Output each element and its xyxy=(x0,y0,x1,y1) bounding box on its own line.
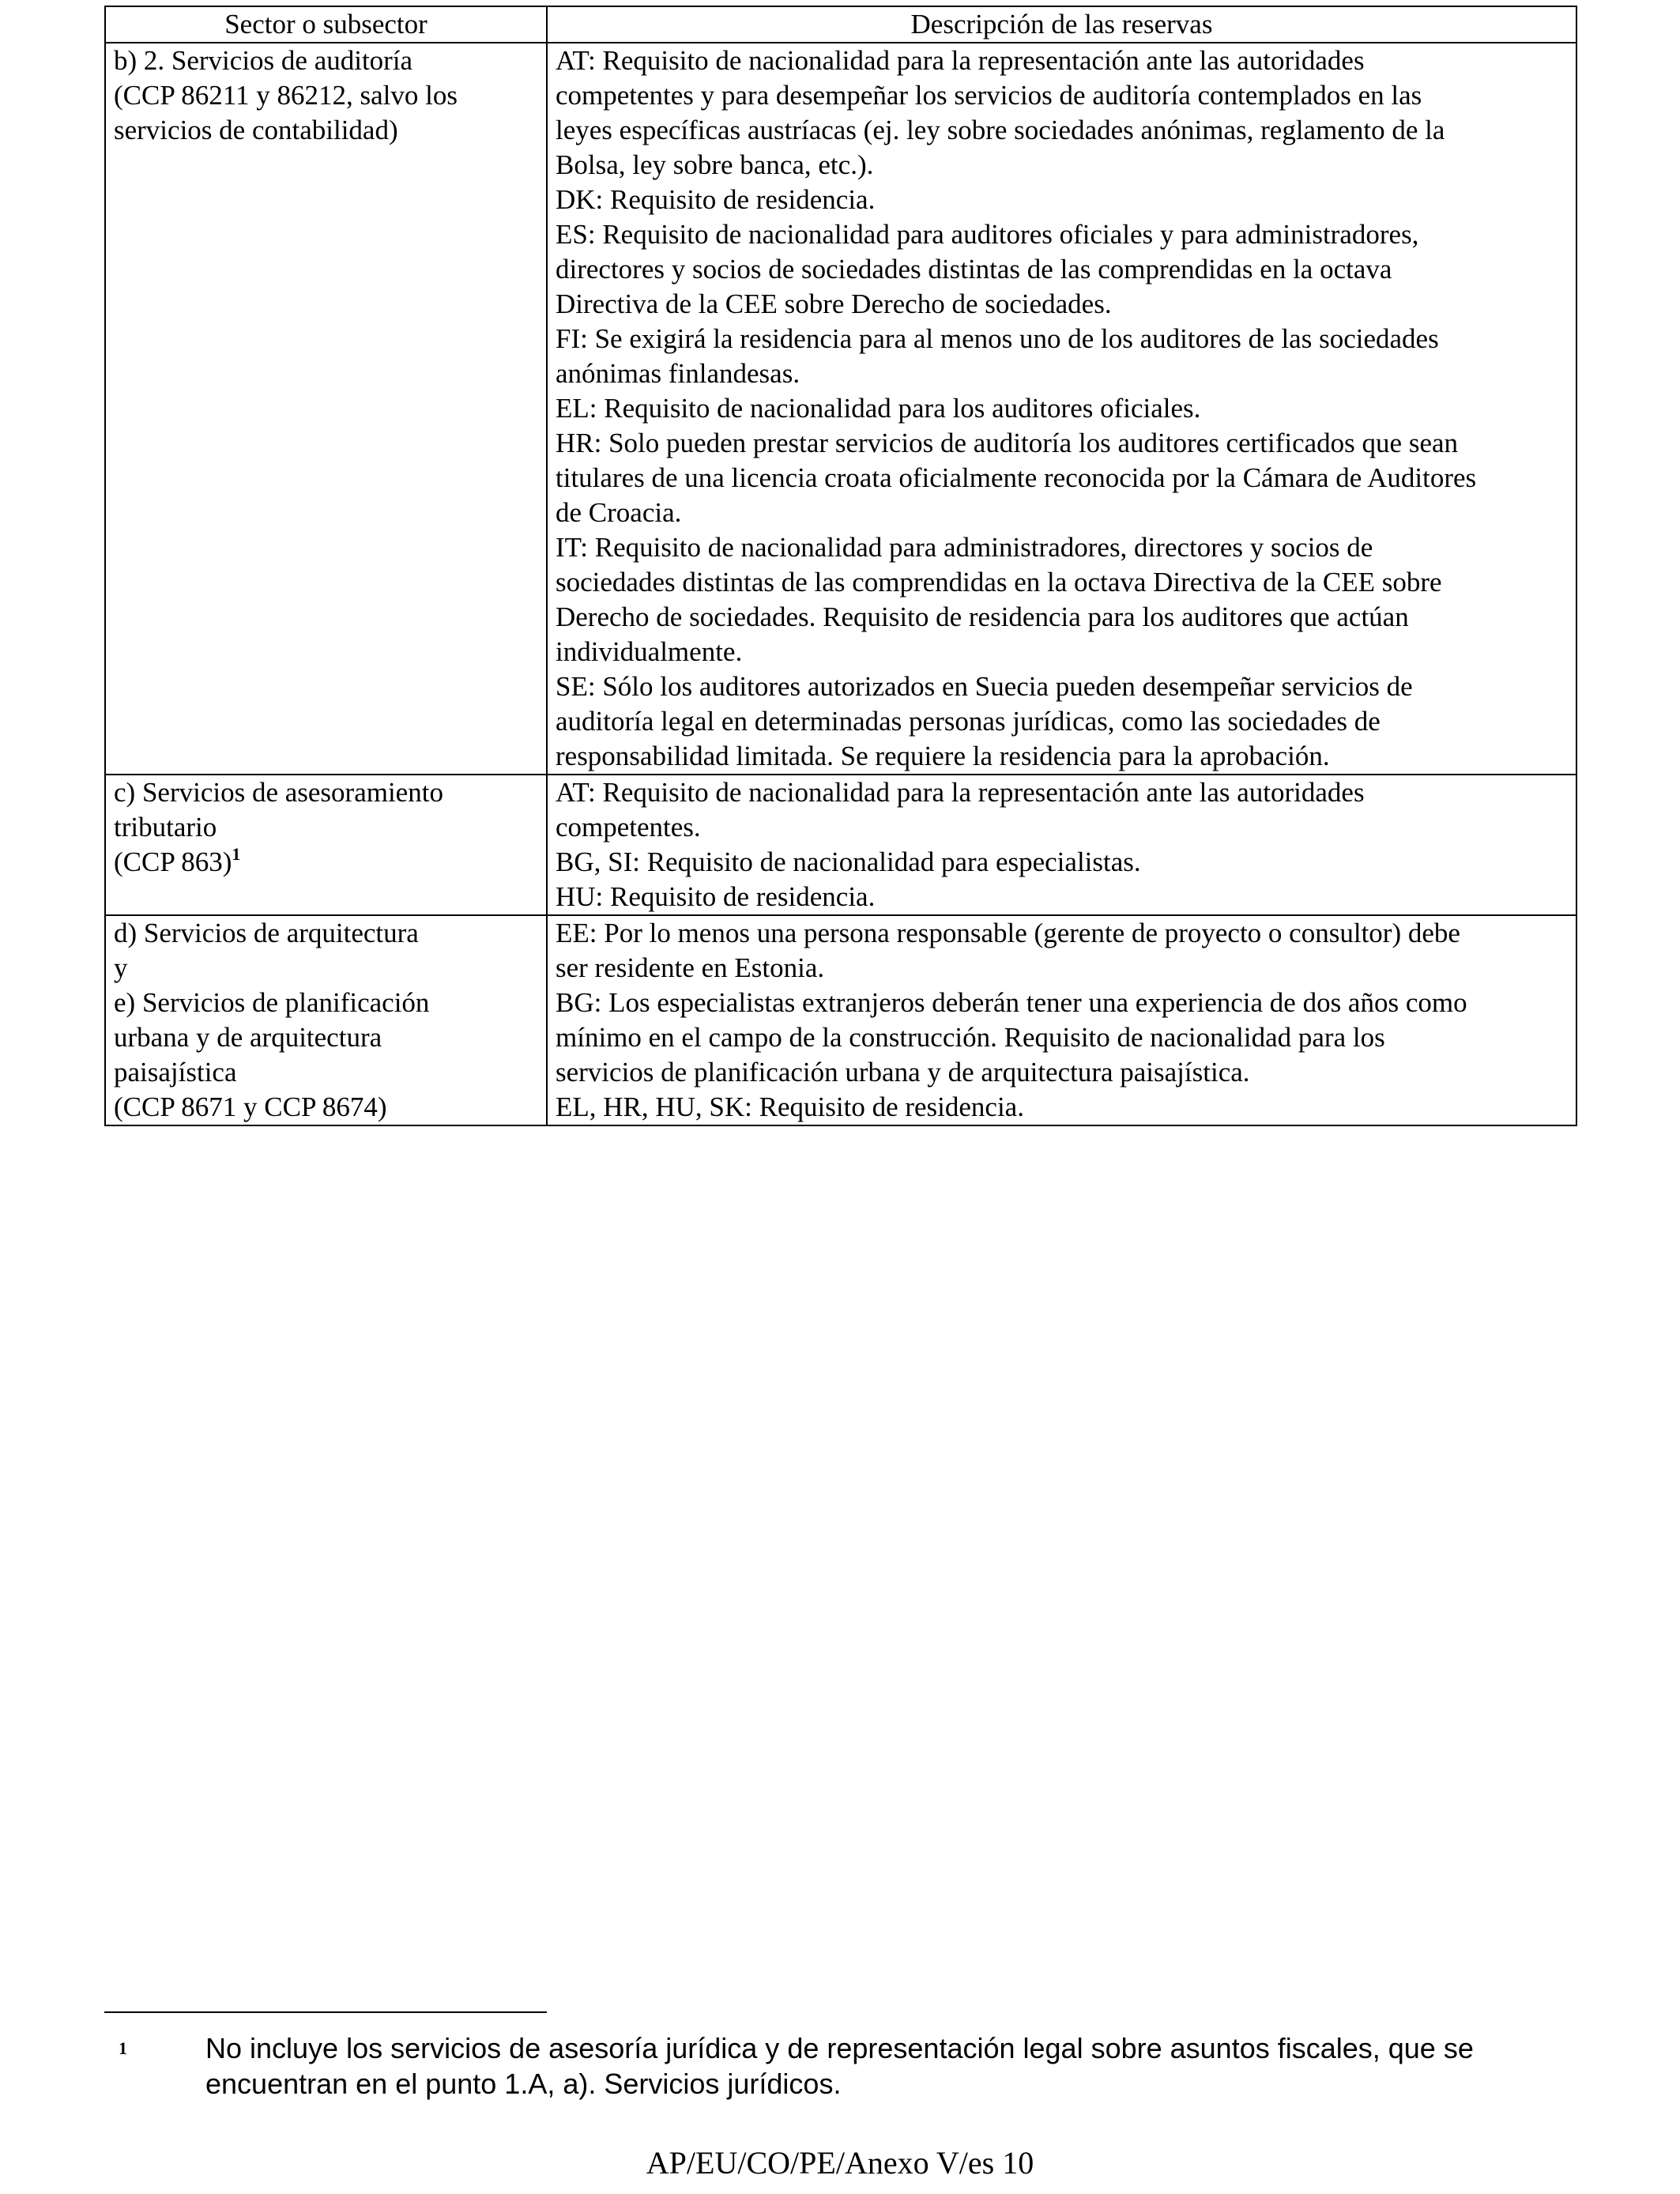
description-line: AT: Requisito de nacionalidad para la representación ante las autoridades xyxy=(556,777,1365,808)
description-line: individualmente. xyxy=(556,636,743,667)
description-line: directores y socios de sociedades distintas de las comprendidas en la octava xyxy=(556,254,1392,285)
description-line: BG: Los especialistas extranjeros deberán tener una experiencia de dos años como xyxy=(556,987,1467,1018)
description-line: HU: Requisito de residencia. xyxy=(556,881,876,912)
description-line: Bolsa, ley sobre banca, etc.). xyxy=(556,149,874,180)
description-line: EL: Requisito de nacionalidad para los auditores oficiales. xyxy=(556,393,1201,424)
table-row xyxy=(105,915,1576,1125)
description-line: responsabilidad limitada. Se requiere la residencia para la aprobación. xyxy=(556,741,1330,771)
sector-line: paisajística xyxy=(114,1057,237,1088)
table-row xyxy=(105,775,1576,915)
footnote-line: No incluye los servicios de asesoría jurídica y de representación legal sobre asuntos fiscales, que se xyxy=(205,2032,1474,2064)
description-line: SE: Sólo los auditores autorizados en Suecia pueden desempeñar servicios de xyxy=(556,671,1413,702)
sector-line: c) Servicios de asesoramiento xyxy=(114,777,443,808)
sector-line: (CCP 8671 y CCP 8674) xyxy=(114,1091,387,1122)
footnote-separator xyxy=(104,2011,547,2013)
sector-line: b) 2. Servicios de auditoría xyxy=(114,45,413,76)
footnote-line: encuentran en el punto 1.A, a). Servicios jurídicos. xyxy=(205,2068,842,2100)
footnote-number: 1 xyxy=(119,2038,127,2058)
description-line: mínimo en el campo de la construcción. Requisito de nacionalidad para los xyxy=(556,1022,1385,1053)
footnote xyxy=(104,2030,1576,2102)
description-line: titulares de una licencia croata oficialmente reconocida por la Cámara de Auditores xyxy=(556,462,1477,493)
sector-line: e) Servicios de planificación xyxy=(114,987,430,1018)
description-line: DK: Requisito de residencia. xyxy=(556,184,876,215)
sector-line: y xyxy=(114,952,128,983)
description-line: EL, HR, HU, SK: Requisito de residencia. xyxy=(556,1091,1024,1122)
description-cell xyxy=(547,43,1576,775)
description-line: AT: Requisito de nacionalidad para la representación ante las autoridades xyxy=(556,45,1365,76)
sector-line: urbana y de arquitectura xyxy=(114,1022,382,1053)
footnote-reference[interactable]: 1 xyxy=(232,844,241,864)
description-line: IT: Requisito de nacionalidad para administradores, directores y socios de xyxy=(556,532,1373,563)
page-reference: AP/EU/CO/PE/Anexo V/es 10 xyxy=(646,2145,1034,2181)
sector-line: (CCP 86211 y 86212, salvo los xyxy=(114,80,458,111)
reservations-table xyxy=(104,6,1577,1126)
sector-line-text: (CCP 863) xyxy=(114,846,232,877)
description-line: FI: Se exigirá la residencia para al menos uno de los auditores de las sociedades xyxy=(556,323,1439,354)
description-line: competentes y para desempeñar los servicios de auditoría contemplados en las xyxy=(556,80,1422,111)
description-cell xyxy=(547,915,1576,1125)
description-line: ser residente en Estonia. xyxy=(556,952,825,983)
description-line: servicios de planificación urbana y de arquitectura paisajística. xyxy=(556,1057,1250,1088)
sector-cell xyxy=(105,43,547,775)
description-line: competentes. xyxy=(556,812,701,843)
description-cell xyxy=(547,775,1576,915)
description-line: anónimas finlandesas. xyxy=(556,358,800,389)
description-line: sociedades distintas de las comprendidas en la octava Directiva de la CEE sobre xyxy=(556,567,1442,598)
description-line: leyes específicas austríacas (ej. ley sobre sociedades anónimas, reglamento de la xyxy=(556,115,1445,145)
sector-cell xyxy=(105,915,547,1125)
sector-line: servicios de contabilidad) xyxy=(114,115,398,145)
header-descripcion: Descripción de las reservas xyxy=(547,6,1576,43)
sector-line: tributario xyxy=(114,812,217,843)
table-row xyxy=(105,43,1576,775)
description-line: auditoría legal en determinadas personas jurídicas, como las sociedades de xyxy=(556,706,1381,737)
description-line: HR: Solo pueden prestar servicios de auditoría los auditores certificados que sean xyxy=(556,428,1459,458)
description-line: EE: Por lo menos una persona responsable (gerente de proyecto o consultor) debe xyxy=(556,918,1460,948)
sector-line: d) Servicios de arquitectura xyxy=(114,918,419,948)
description-line: Derecho de sociedades. Requisito de residencia para los auditores que actúan xyxy=(556,601,1409,632)
header-sector: Sector o subsector xyxy=(105,6,547,43)
description-line: Directiva de la CEE sobre Derecho de sociedades. xyxy=(556,288,1112,319)
sector-line xyxy=(114,845,538,880)
table-header-row xyxy=(105,6,1576,43)
sector-cell xyxy=(105,775,547,915)
description-line: de Croacia. xyxy=(556,497,682,528)
description-line: ES: Requisito de nacionalidad para auditores oficiales y para administradores, xyxy=(556,219,1419,250)
description-line: BG, SI: Requisito de nacionalidad para especialistas. xyxy=(556,846,1141,877)
